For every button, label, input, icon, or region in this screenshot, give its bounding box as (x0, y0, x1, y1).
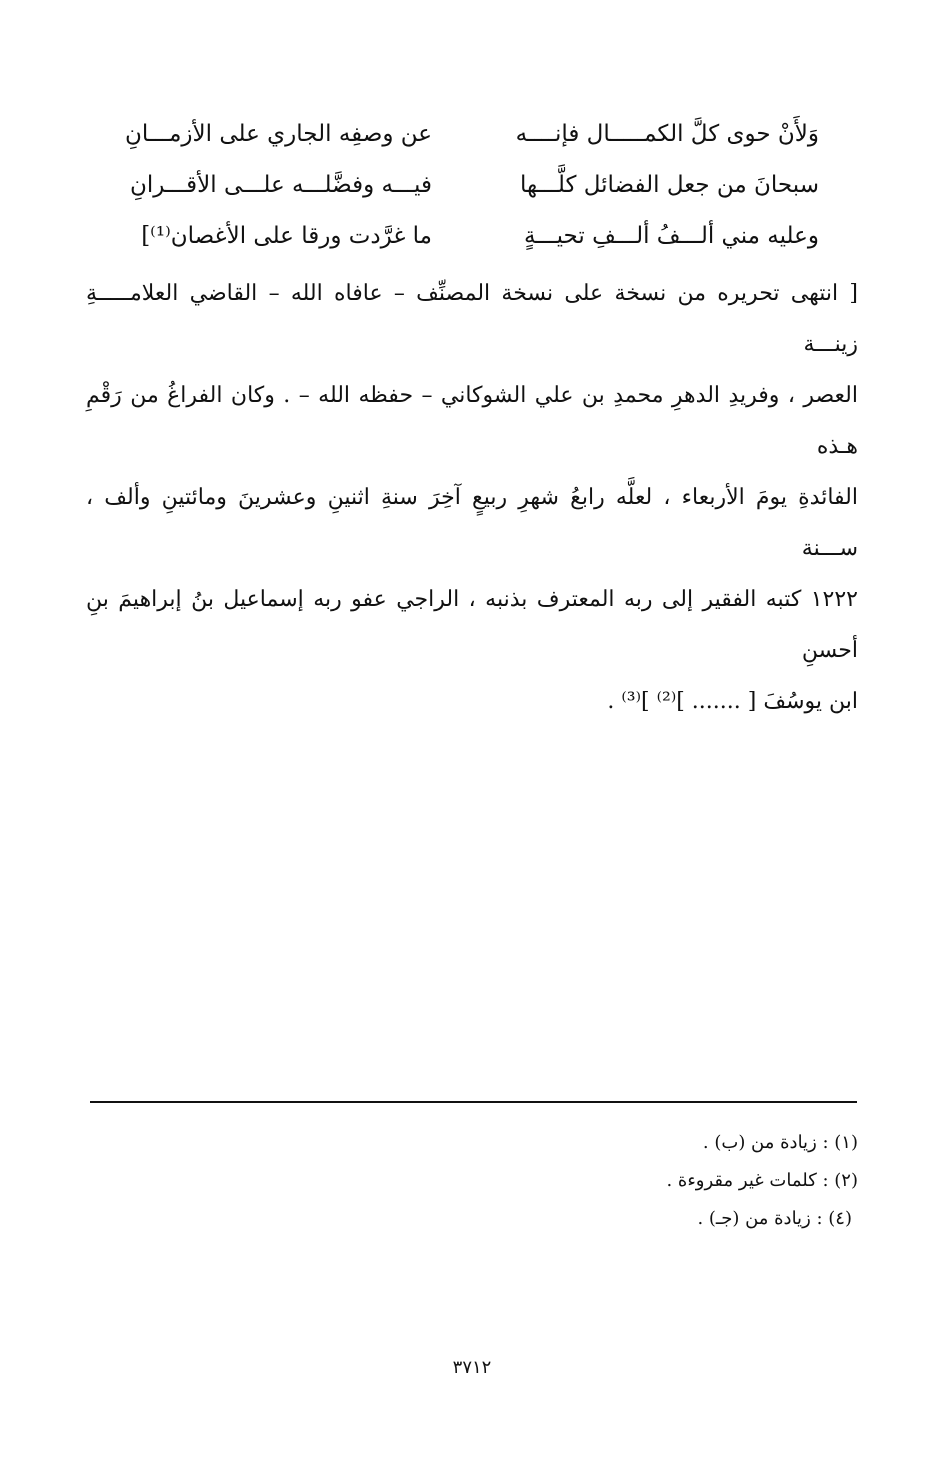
poem-line-2-first-hemistich: سبحانَ من جعل الفضائل كلَّـــها (520, 172, 819, 198)
colophon-line: ١٢٢٢ كتبه الفقير إلى ربه المعترف بذنبه ، الراجي عفو ربه إسماعيل بنُ إبراهيمَ بنِ أحسنِ (86, 587, 858, 663)
footnote-2: (٢) : كلمات غير مقروءة . (666, 1170, 858, 1191)
poem-line-2-second-hemistich: فيـــه وفضَّلـــه علـــى الأقـــرانِ (129, 172, 432, 198)
footnote-3: (٤) : زيادة من (جـ) . (697, 1208, 852, 1229)
colophon-line: ابن يوسُفَ [ ....... ]⁽²⁾ ]⁽³⁾ . (607, 689, 858, 714)
poem-line-1-first-hemistich: وَلأَنْ حوى كلَّ الكمـــــال فإنــــه (515, 121, 819, 147)
footnotes (666, 1124, 858, 1238)
poem-line-3-first-hemistich: وعليه مني ألـــفُ ألـــفِ تحيـــةٍ (524, 223, 819, 249)
footnote-1: (١) : زيادة من (ب) . (702, 1132, 858, 1153)
colophon-paragraph (86, 268, 858, 727)
poem-line-1-second-hemistich: عن وصفِه الجاري على الأزمـــانِ (125, 121, 432, 147)
footnote-separator (90, 1101, 857, 1103)
poem-line-3-second-hemistich: ما غرَّدت ورقا على الأغصان⁽¹⁾] (141, 223, 432, 249)
colophon-line: [ انتهى تحريره من نسخة على نسخة المصنِّف – عافاه الله – القاضي العلامـــــةِ زينـــة (86, 281, 858, 357)
colophon-line: العصر ، وفريدِ الدهرِ محمدِ بن علي الشوكاني – حفظه الله – . وكان الفراغُ من رَقْمِ هـذه (86, 383, 858, 459)
colophon-line: الفائدةِ يومَ الأربعاء ، لعلَّه رابعُ شهرِ ربيعٍ آخِرَ سنةِ اثنينِ وعشرينَ ومائتينِ وألف ، ســـنة (86, 485, 858, 561)
page-number: ٣٧١٢ (452, 1357, 492, 1378)
